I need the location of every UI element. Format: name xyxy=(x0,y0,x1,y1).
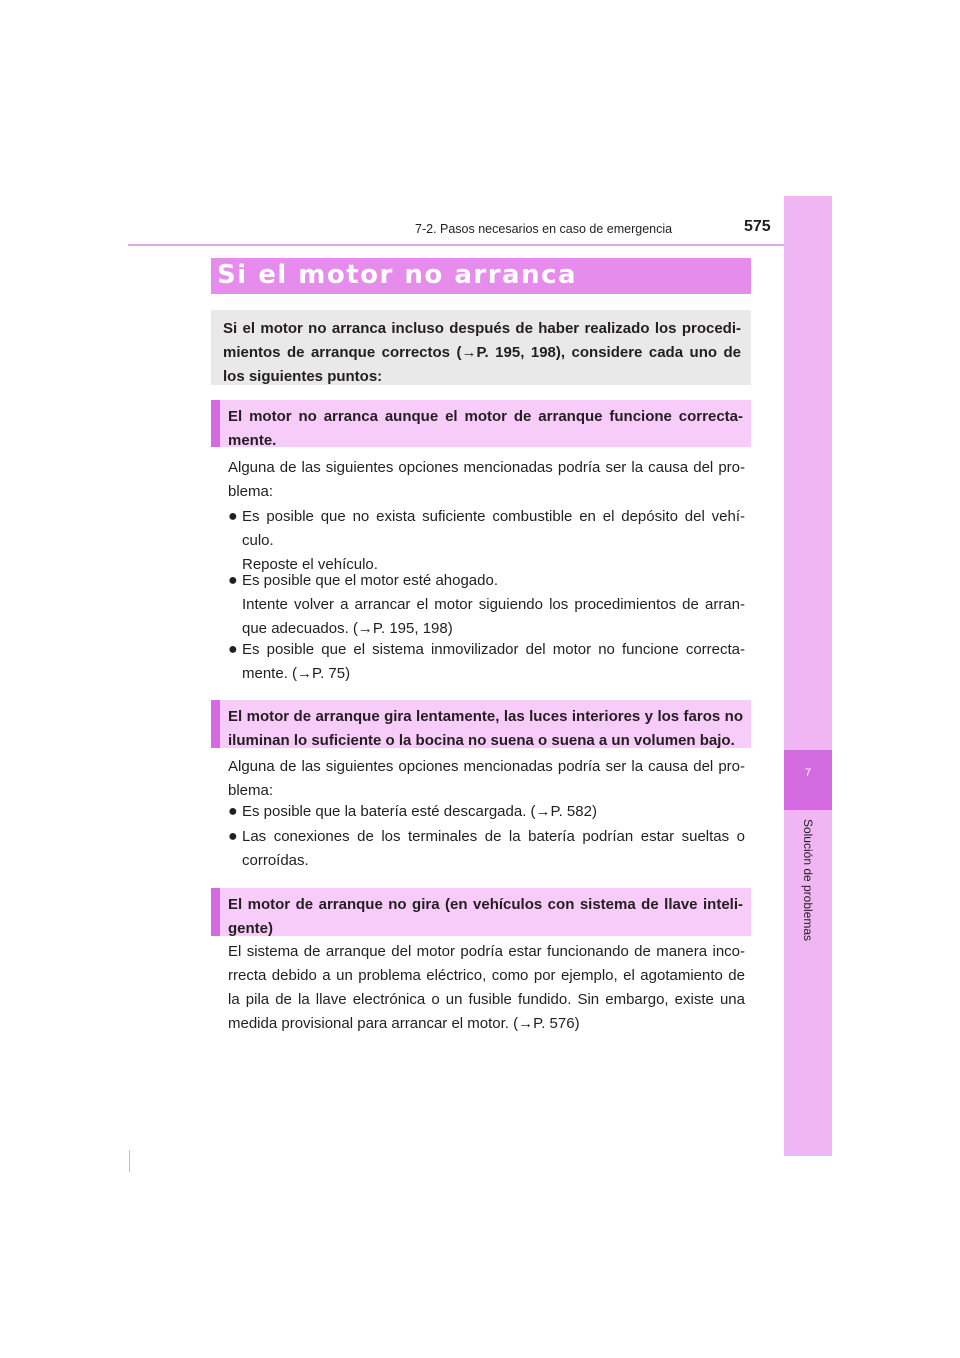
section-3-heading: El motor de arranque no gira (en vehículos con sistema de llave inteli-gente) xyxy=(211,888,751,936)
bullet-note: Reposte el vehículo. xyxy=(242,556,378,573)
bullet-icon: ● xyxy=(228,828,238,845)
bullet-text: Es posible que el sistema inmovilizador del motor no funcione correcta-mente. (→P. 75) xyxy=(242,641,745,682)
section-2-bullet-1 xyxy=(228,800,745,824)
bullet-text: Es posible que no exista suficiente combustible en el depósito del vehí-culo. xyxy=(242,508,745,549)
chapter-number: 7 xyxy=(804,767,812,779)
section-2-bullet-2 xyxy=(228,825,745,873)
bullet-icon: ● xyxy=(228,803,238,820)
section-title: 7-2. Pasos necesarios en caso de emergencia xyxy=(415,222,673,236)
page-title: Si el motor no arranca xyxy=(217,260,578,290)
section-1-bullet-3 xyxy=(228,638,745,686)
section-1-bullet-2 xyxy=(228,569,745,641)
intro-box: Si el motor no arranca incluso después de haber realizado los procedi-mientos de arranque correctos (→P. 195, 198), considere cada uno de los siguientes puntos: xyxy=(211,310,751,385)
bullet-icon: ● xyxy=(228,572,238,589)
crop-mark xyxy=(129,1150,130,1172)
bullet-text: Las conexiones de los terminales de la batería podrían estar sueltas o corroídas. xyxy=(242,828,745,869)
section-3-lead: El sistema de arranque del motor podría estar funcionando de manera inco-rrecta debido a un problema eléctrico, como por ejemplo, el agotamiento de la pila de la llave electrónica o un fusible fundido. Sin embargo, existe una medida provisional para arrancar el motor. (→P. 576) xyxy=(228,943,745,1032)
section-1-heading: El motor no arranca aunque el motor de arranque funcione correcta-mente. xyxy=(211,400,751,447)
page-number: 575 xyxy=(744,218,771,235)
bullet-text: Es posible que el motor esté ahogado. xyxy=(242,572,499,589)
section-1-lead: Alguna de las siguientes opciones mencionadas podría ser la causa del pro-blema: xyxy=(228,459,745,500)
bullet-icon: ● xyxy=(228,641,238,658)
section-2-heading: El motor de arranque gira lentamente, las luces interiores y los faros no iluminan lo suficiente o la bocina no suena o suena a un volumen bajo. xyxy=(211,700,751,748)
header-divider xyxy=(128,244,832,246)
bullet-text: Es posible que la batería esté descargada. (→P. 582) xyxy=(242,803,597,820)
chapter-side-tab xyxy=(784,196,832,1156)
chapter-title: Solución de problemas xyxy=(801,818,815,942)
chapter-number-tab xyxy=(784,750,832,810)
section-1-bullet-1 xyxy=(228,505,745,577)
bullet-note: Intente volver a arrancar el motor siguiendo los procedimientos de arran-que adecuados. (→P. 195, 198) xyxy=(242,596,745,637)
bullet-icon: ● xyxy=(228,508,238,525)
page-title-bar xyxy=(211,258,751,294)
section-2-lead: Alguna de las siguientes opciones mencionadas podría ser la causa del pro-blema: xyxy=(228,758,745,799)
